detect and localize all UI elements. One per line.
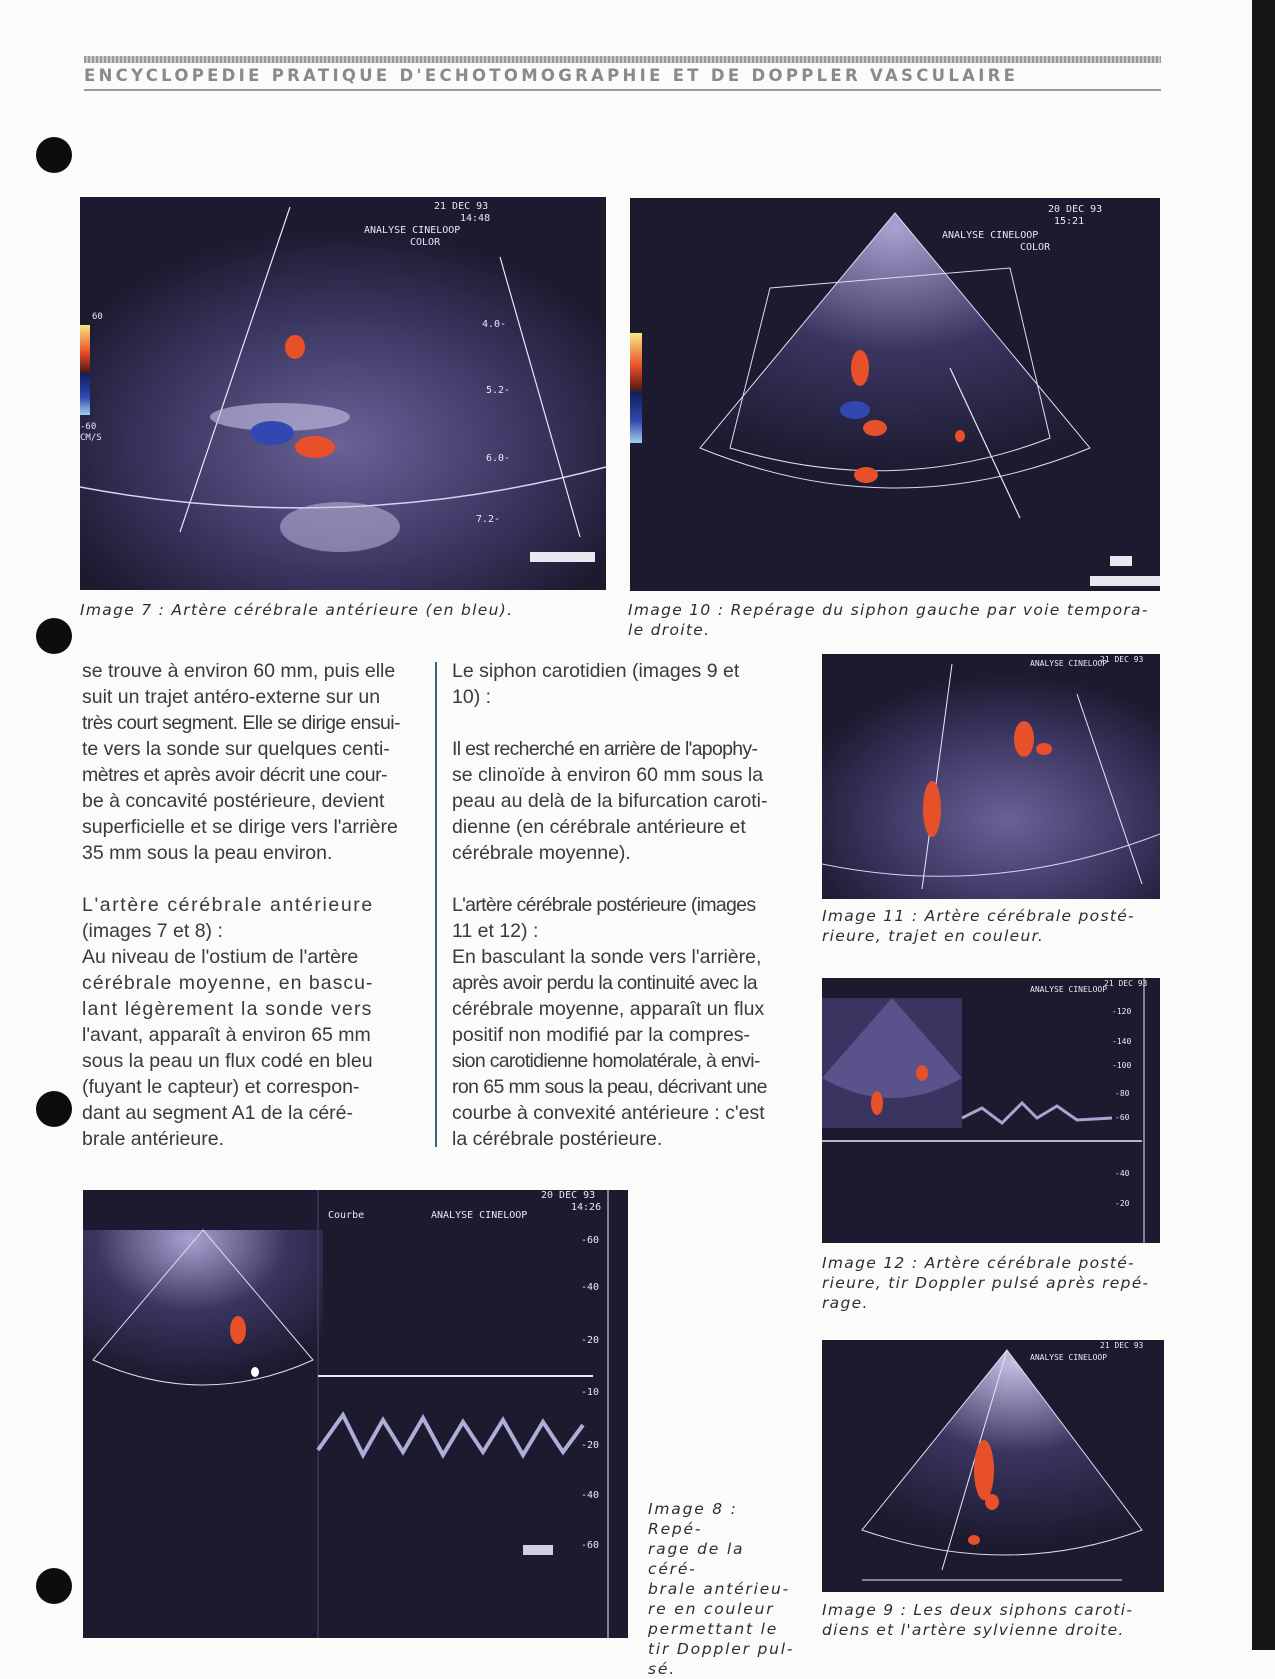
svg-text:-120: -120 (1112, 1007, 1132, 1016)
text-column-left (82, 658, 424, 1152)
ultrasound-image-9 (822, 1340, 1164, 1592)
svg-text:-60: -60 (581, 1540, 600, 1551)
binder-hole (36, 1568, 72, 1604)
paragraph: se trouve à environ 60 mm, puis elle suit un trajet antéro-externe sur un très court segment. Elle se dirige ensui- te vers la sonde sur quelques centi- mètres et après avoir décrit une cour- be à concavité postérieure, devient superficielle et se dirige vers l'arrière 35 mm sous la peau environ. (82, 660, 400, 864)
svg-text:-60: -60 (80, 422, 97, 432)
running-header: ENCYCLOPEDIE PRATIQUE D'ECHOTOMOGRAPHIE ET DE DOPPLER VASCULAIRE (84, 66, 1019, 85)
svg-text:15:21: 15:21 (1054, 216, 1085, 227)
svg-text:21 DEC 93: 21 DEC 93 (1100, 1341, 1144, 1350)
ultrasound-image-12 (822, 978, 1160, 1243)
svg-text:-40: -40 (581, 1490, 600, 1501)
svg-text:ANALYSE CINELOOP: ANALYSE CINELOOP (1030, 659, 1108, 668)
svg-text:20 DEC 93: 20 DEC 93 (541, 1190, 596, 1201)
column-divider (435, 662, 437, 1147)
scan-date: 21 DEC 93 (434, 201, 489, 212)
right-page-edge (1252, 0, 1275, 1650)
ultrasound-image-11 (822, 654, 1160, 899)
svg-text:-60: -60 (1115, 1113, 1130, 1122)
svg-text:ANALYSE CINELOOP: ANALYSE CINELOOP (1030, 1353, 1108, 1362)
svg-text:-20: -20 (581, 1335, 600, 1346)
svg-text:60: 60 (92, 312, 103, 322)
header-rule-top (84, 56, 1161, 63)
svg-text:ANALYSE CINELOOP: ANALYSE CINELOOP (942, 230, 1039, 241)
svg-text:4.0-: 4.0- (482, 319, 507, 330)
svg-text:-40: -40 (1115, 1169, 1130, 1178)
svg-text:ANALYSE CINELOOP: ANALYSE CINELOOP (364, 225, 461, 236)
caption-image-12: Image 12 : Artère cérébrale posté- rieure, tir Doppler pulsé après repé- rage. (822, 1254, 1150, 1312)
ultrasound-image-10 (630, 198, 1160, 591)
text-column-middle (452, 658, 797, 1152)
svg-text:-80: -80 (1115, 1089, 1130, 1098)
svg-text:ANALYSE CINELOOP: ANALYSE CINELOOP (431, 1210, 528, 1221)
svg-text:-60: -60 (581, 1235, 600, 1246)
svg-text:5.2-: 5.2- (486, 385, 511, 396)
header-rule-bottom (84, 89, 1161, 91)
svg-text:CM/S: CM/S (80, 433, 102, 443)
paragraph: L'artère cérébrale postérieure (images 11 et 12) : En basculant la sonde vers l'arrière, après avoir perdu la continuité avec la cérébrale moyenne, apparaît un flux positif non modifié par la compres- sion carotidienne homolatérale, à envi- ron 65 mm sous la peau, décrivant une courbe à convexité antérieure : c'est la cérébrale postérieure. (452, 894, 767, 1150)
binder-hole (36, 137, 72, 173)
svg-text:COLOR: COLOR (410, 237, 441, 248)
ultrasound-image-8 (83, 1190, 628, 1638)
paragraph: L'artère cérébrale antérieure (images 7 et 8) : Au niveau de l'ostium de l'artère cérébrale moyenne, en bascu- lant légèrement la sonde vers l'avant, apparaît à environ 65 mm sous la peau un flux codé en bleu (fuyant le capteur) et correspon- dant au segment A1 de la céré- brale antérieure. (82, 894, 374, 1150)
svg-text:7.2-: 7.2- (476, 514, 501, 525)
binder-hole (36, 1091, 72, 1127)
svg-text:COLOR: COLOR (1020, 242, 1051, 253)
ultrasound-image-7 (80, 197, 606, 590)
paragraph: Il est recherché en arrière de l'apophy- se clinoïde à environ 60 mm sous la peau au delà de la bifurcation caroti- dienne (en cérébrale antérieure et cérébrale moyenne). (452, 738, 768, 864)
svg-text:ANALYSE CINELOOP: ANALYSE CINELOOP (1030, 985, 1108, 994)
caption-image-10: Image 10 : Repérage du siphon gauche par voie tempora- le droite. (628, 601, 1149, 639)
paragraph: Le siphon carotidien (images 9 et 10) : (452, 660, 740, 708)
svg-text:6.0-: 6.0- (486, 453, 511, 464)
svg-text:-20: -20 (581, 1440, 600, 1451)
svg-text:14:26: 14:26 (571, 1202, 602, 1213)
svg-text:14:48: 14:48 (460, 213, 491, 224)
svg-text:Courbe: Courbe (328, 1210, 365, 1221)
svg-text:-10: -10 (581, 1387, 600, 1398)
svg-text:21 DEC 93: 21 DEC 93 (1100, 655, 1144, 664)
svg-text:-40: -40 (581, 1282, 600, 1293)
caption-image-11: Image 11 : Artère cérébrale posté- rieure, trajet en couleur. (822, 907, 1135, 945)
caption-image-7: Image 7 : Artère cérébrale antérieure (en bleu). (80, 601, 514, 619)
caption-image-9: Image 9 : Les deux siphons caroti- diens et l'artère sylvienne droite. (822, 1601, 1134, 1639)
svg-text:-140: -140 (1112, 1037, 1132, 1046)
svg-text:-100: -100 (1112, 1061, 1132, 1070)
caption-image-8: Image 8 : Repé- rage de la céré- brale antérieu- re en couleur permettant le tir Doppler pul- sé. (648, 1500, 795, 1678)
svg-text:-20: -20 (1115, 1199, 1130, 1208)
svg-text:21 DEC 93: 21 DEC 93 (1104, 979, 1148, 988)
svg-text:20 DEC 93: 20 DEC 93 (1048, 204, 1103, 215)
binder-hole (36, 618, 72, 654)
